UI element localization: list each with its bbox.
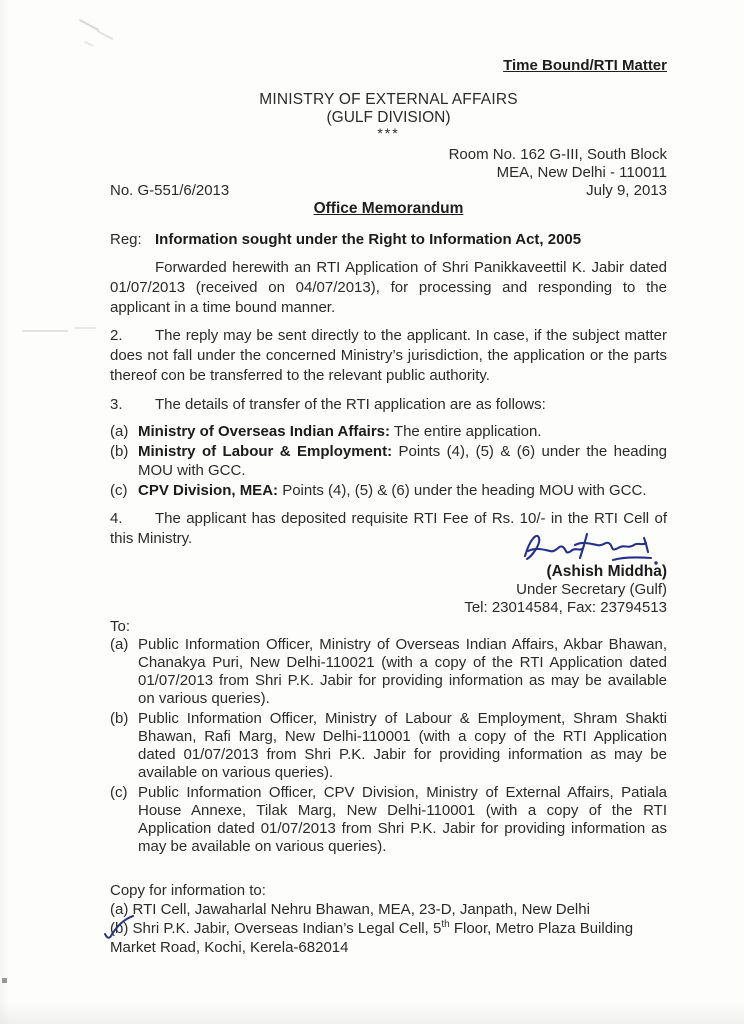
copy-item (110, 919, 667, 957)
ministry-name: MINISTRY OF EXTERNAL AFFAIRS (259, 91, 518, 108)
office-address-line1: Room No. 162 G-III, South Block (448, 146, 667, 163)
copy-item (110, 900, 667, 919)
transfer-item-label: (a) (110, 423, 129, 440)
paragraph-4-number: 4. (110, 510, 123, 527)
addressee-text: Public Information Officer, Ministry of Labour & Employment, Shram Shakti Bhawan, Rafi Marg, New Delhi-110001 (with a copy of the RTI Application dated 01/07/2013 from Shri P.K. Jabir for providing information as may be available on various queries). (138, 710, 667, 781)
copy-item-text: RTI Cell, Jawaharlal Nehru Bhawan, MEA, 23-D, Janpath, New Delhi (132, 901, 590, 918)
signature-ink (515, 527, 665, 567)
memo-content (110, 0, 667, 957)
signatory-designation: Under Secretary (Gulf) (516, 581, 667, 598)
ordinal-superscript: th (441, 919, 450, 930)
transfer-item-text: The entire application. (393, 423, 542, 440)
to-label: To: (110, 618, 131, 635)
transfer-item-text: Points (4), (5) & (6) under the heading MOU with GCC. (138, 442, 668, 479)
transfer-item-title: CPV Division, MEA: (138, 481, 279, 499)
scan-artifact (22, 330, 68, 332)
transfer-item-title: Ministry of Labour & Employment: (138, 442, 393, 460)
file-number: No. G-551/6/2013 (110, 182, 230, 199)
file-date-row (110, 182, 667, 200)
paragraph-2-text: The reply may be sent directly to the applicant. In case, if the subject matter does not fall under the concerned Ministry’s jurisdiction, the application or the parts thereof con be transferred to the relevant public authority. (110, 327, 667, 384)
subject-line (110, 231, 667, 249)
division-name: (GULF DIVISION) (326, 109, 451, 126)
copy-item-label: (a) (110, 901, 129, 918)
transfer-item-label: (b) (110, 442, 129, 460)
signatory-name: (Ashish Middha) (546, 563, 667, 580)
addressee-item (110, 636, 667, 708)
transfer-list (110, 422, 667, 500)
paragraph-1: Forwarded herewith an RTI Application of Shri Panikkaveettil K. Jabir dated 01/07/2013 (received on 04/07/2013), for processing and responding to the applicant in a time bound manner. (110, 259, 667, 316)
scan-shadow (0, 0, 10, 1024)
paragraph-4-text: The applicant has deposited requisite RTI Fee of Rs. 10/- in the RTI Cell of this Ministry. (110, 510, 667, 547)
scan-shadow (0, 1002, 744, 1024)
addressee-item (110, 784, 667, 856)
transfer-item (110, 481, 667, 501)
scan-artifact (79, 19, 99, 31)
classification-stamp: Time Bound/RTI Matter (503, 57, 667, 74)
transfer-item (110, 422, 667, 442)
copy-list-label: Copy for information to: (110, 882, 266, 899)
copy-item-text-post: Floor, Metro Plaza Building Market Road, Kochi, Kerela-682014 (110, 920, 634, 956)
reg-label: Reg: (110, 231, 142, 248)
paragraph-2 (110, 326, 667, 386)
signature-row (110, 527, 667, 563)
transfer-item-label: (c) (110, 481, 128, 499)
transfer-item-text: Points (4), (5) & (6) under the heading MOU with GCC. (282, 481, 647, 499)
office-address-line2: MEA, New Delhi - 110011 (496, 164, 667, 181)
scan-artifact (74, 327, 96, 329)
addressee-label: (b) (110, 710, 129, 727)
copy-item-label-wrap (110, 919, 128, 938)
reg-subject: Information sought under the Right to Information Act, 2005 (155, 231, 582, 248)
copy-item-label: (b) (110, 920, 129, 937)
divider-stars: *** (377, 125, 400, 141)
paragraph-3 (110, 395, 667, 415)
memo-date: July 9, 2013 (586, 182, 667, 199)
addressee-text: Public Information Officer, Ministry of Overseas Indian Affairs, Akbar Bhawan, Chanakya Puri, New Delhi-110021 (with a copy of the RTI Application dated 01/07/2013 from Shri P.K. Jabir for providing information as may be available on various queries). (138, 636, 667, 707)
paragraph-3-text: The details of transfer of the RTI application are as follows: (155, 396, 546, 413)
signatory-contact: Tel: 23014584, Fax: 23794513 (464, 599, 667, 616)
transfer-item-title: Ministry of Overseas Indian Affairs: (138, 423, 391, 440)
addressee-label: (a) (110, 636, 129, 653)
addressee-item (110, 710, 667, 782)
transfer-item (110, 442, 667, 481)
scan-artifact (84, 41, 94, 47)
document-title: Office Memorandum (313, 200, 464, 217)
paragraph-2-number: 2. (110, 327, 123, 344)
addressee-text: Public Information Officer, CPV Division, Ministry of External Affairs, Patiala House Annexe, Tilak Marg, New Delhi-110001 (with a copy of the RTI Application dated 01/07/2013 from Shri P.K. Jabir for providing information as may be available on various queries). (138, 784, 667, 855)
addressee-label: (c) (110, 784, 128, 801)
copy-item-text-pre: Shri P.K. Jabir, Overseas Indian’s Legal Cell, 5 (132, 920, 442, 937)
paragraph-3-number: 3. (110, 396, 123, 413)
